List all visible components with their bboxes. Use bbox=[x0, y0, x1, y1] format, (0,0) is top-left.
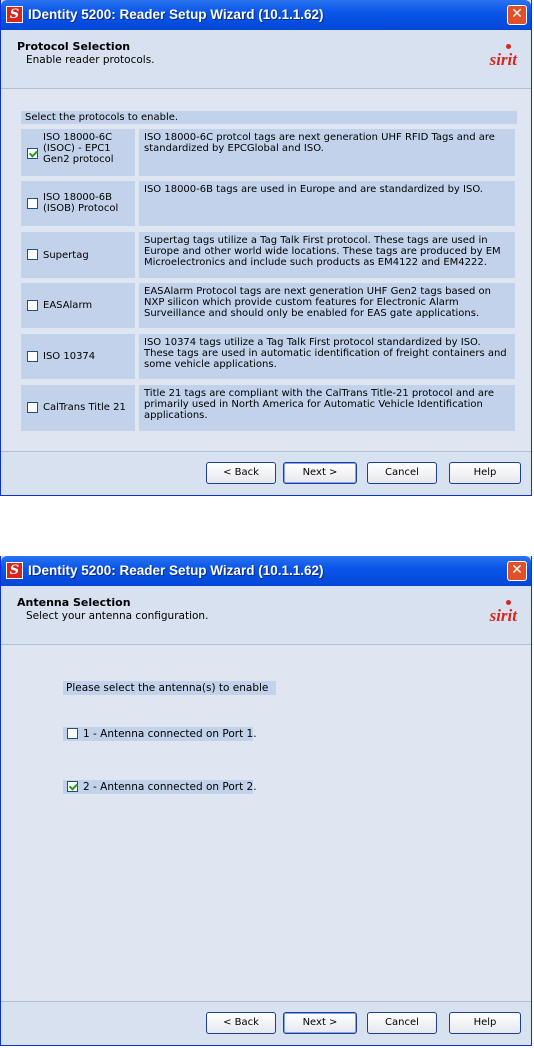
protocol-row-iso-10374 bbox=[21, 334, 515, 379]
app-icon: S bbox=[6, 6, 23, 23]
wizard-body bbox=[1, 89, 531, 451]
antenna-wizard-window bbox=[0, 556, 532, 1046]
protocol-label[interactable]: Supertag bbox=[43, 250, 89, 261]
instruction-label: Select the protocols to enable. bbox=[21, 111, 517, 124]
wizard-header bbox=[1, 30, 531, 89]
help-button[interactable]: Help bbox=[449, 462, 521, 484]
back-button[interactable]: < Back bbox=[206, 1012, 276, 1034]
protocol-description: Supertag tags utilize a Tag Talk First protocol. These tags are used in Europe and other world wide locations. These tags are produced by EM Microelectronics and include such products as EM4122 and EM4222. bbox=[139, 232, 515, 278]
antenna-label[interactable]: 2 - Antenna connected on Port 2. bbox=[83, 781, 257, 793]
protocol-description: ISO 10374 tags utilize a Tag Talk First protocol standardized by ISO. These tags are used in automatic identification of freight containers and some vehicle applications. bbox=[139, 334, 515, 379]
logo-dot-icon bbox=[506, 600, 511, 605]
protocol-description: Title 21 tags are compliant with the CalTrans Title-21 protocol and are primarily used in North America for Automatic Vehicle Identification applications. bbox=[139, 385, 515, 431]
window-title: IDentity 5200: Reader Setup Wizard (10.1.1.62) bbox=[28, 563, 324, 578]
antenna-option-port-2[interactable] bbox=[63, 780, 257, 794]
wizard-header bbox=[1, 586, 531, 645]
protocol-row-easalarm bbox=[21, 283, 515, 328]
sirit-logo: sirit bbox=[489, 50, 517, 69]
protocol-row-supertag bbox=[21, 232, 515, 278]
close-button[interactable]: ✕ bbox=[507, 5, 527, 25]
help-button[interactable]: Help bbox=[449, 1012, 521, 1034]
cancel-button[interactable]: Cancel bbox=[367, 1012, 437, 1034]
wizard-footer bbox=[1, 451, 531, 495]
wizard-body bbox=[1, 645, 531, 1001]
protocol-label[interactable]: ISO 10374 bbox=[43, 351, 96, 362]
title-bar[interactable] bbox=[1, 556, 531, 586]
logo-dot-icon bbox=[506, 44, 511, 49]
protocol-description: EASAlarm Protocol tags are next generation UHF Gen2 tags based on NXP silicon which provide custom features for Electronic Alarm Surveillance and should only be enabled for EAS gate applications. bbox=[139, 283, 515, 328]
antenna-option-port-1[interactable] bbox=[63, 727, 257, 741]
next-button[interactable]: Next > bbox=[283, 1012, 357, 1034]
protocol-row-iso-6b bbox=[21, 181, 515, 226]
page-subtitle: Enable reader protocols. bbox=[26, 54, 155, 66]
next-button[interactable]: Next > bbox=[283, 462, 357, 484]
protocol-wizard-window bbox=[0, 0, 532, 496]
protocol-row-caltrans bbox=[21, 385, 515, 431]
app-icon: S bbox=[6, 562, 23, 579]
antenna-label[interactable]: 1 - Antenna connected on Port 1. bbox=[83, 728, 257, 740]
page-title: Antenna Selection bbox=[17, 596, 131, 609]
protocol-label[interactable]: EASAlarm bbox=[43, 300, 93, 311]
wizard-footer bbox=[1, 1001, 531, 1045]
protocol-label[interactable]: ISO 18000-6C (ISOC) - EPC1 Gen2 protocol bbox=[43, 132, 114, 165]
checkbox-easalarm[interactable] bbox=[27, 300, 38, 311]
protocol-description: ISO 18000-6C protcol tags are next generation UHF RFID Tags and are standardized by EPCGlobal and ISO. bbox=[139, 129, 515, 176]
checkbox-iso-6c[interactable] bbox=[27, 148, 38, 159]
title-bar[interactable] bbox=[1, 0, 531, 30]
protocol-label[interactable]: ISO 18000-6B (ISOB) Protocol bbox=[43, 192, 119, 214]
protocol-label[interactable]: CalTrans Title 21 bbox=[43, 402, 126, 413]
back-button[interactable]: < Back bbox=[206, 462, 276, 484]
page-title: Protocol Selection bbox=[17, 40, 131, 53]
sirit-logo: sirit bbox=[489, 606, 517, 625]
checkbox-caltrans[interactable] bbox=[27, 402, 38, 413]
page-subtitle: Select your antenna configuration. bbox=[26, 610, 209, 622]
protocol-description: ISO 18000-6B tags are used in Europe and are standardized by ISO. bbox=[139, 181, 515, 226]
close-button[interactable]: ✕ bbox=[507, 561, 527, 581]
window-title: IDentity 5200: Reader Setup Wizard (10.1.1.62) bbox=[28, 7, 324, 22]
checkbox-supertag[interactable] bbox=[27, 249, 38, 260]
protocol-row-iso-6c bbox=[21, 129, 515, 176]
checkbox-antenna-1[interactable] bbox=[67, 728, 78, 739]
checkbox-antenna-2[interactable] bbox=[67, 781, 78, 792]
cancel-button[interactable]: Cancel bbox=[367, 462, 437, 484]
checkbox-iso-6b[interactable] bbox=[27, 198, 38, 209]
checkbox-iso-10374[interactable] bbox=[27, 351, 38, 362]
instruction-label: Please select the antenna(s) to enable bbox=[63, 681, 276, 695]
